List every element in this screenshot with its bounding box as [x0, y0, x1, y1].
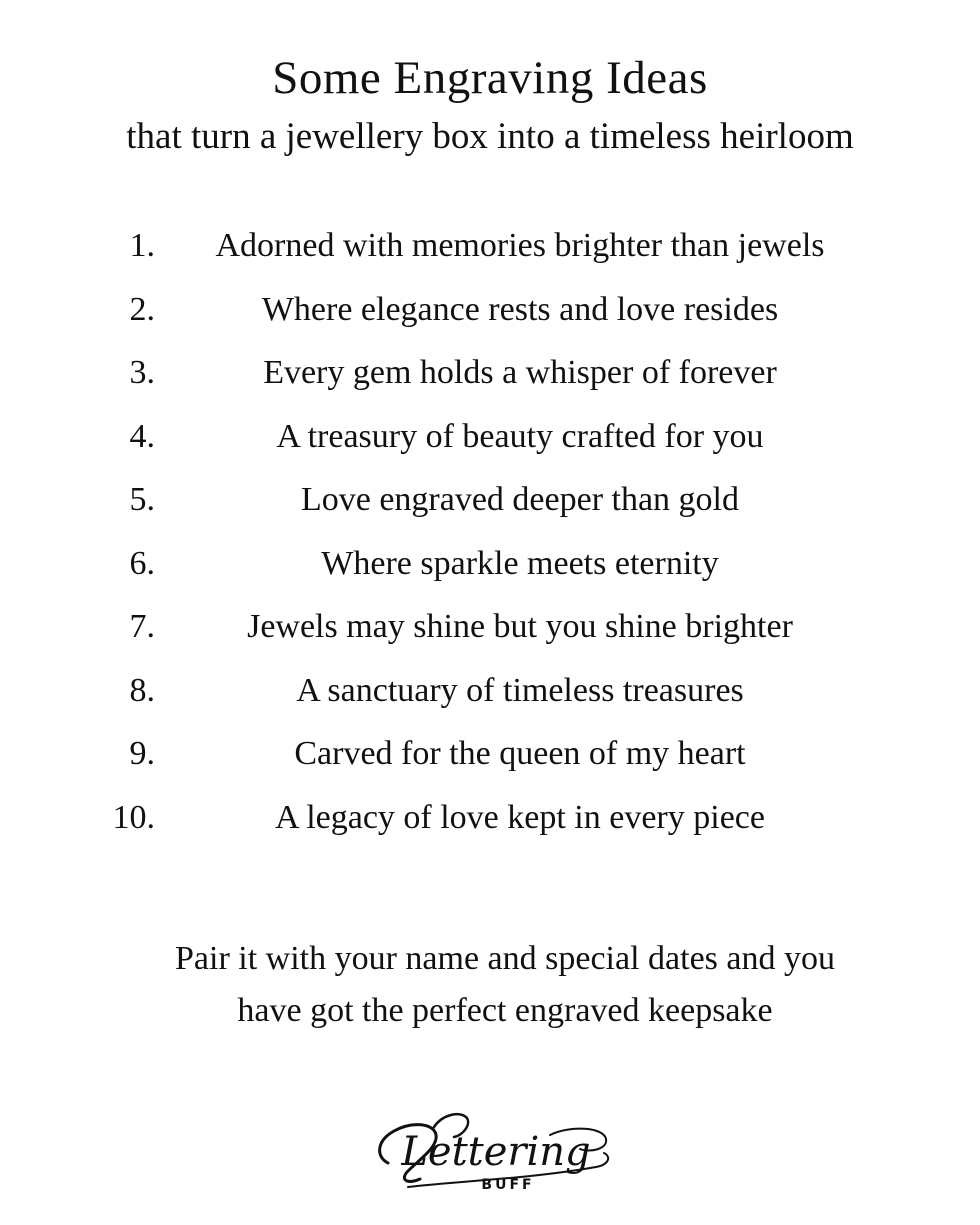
list-item-text: A legacy of love kept in every piece — [275, 798, 765, 836]
list-item-number: 5. — [129, 481, 155, 518]
list-item-text: Every gem holds a whisper of forever — [263, 354, 777, 391]
engraving-ideas-list — [0, 214, 980, 849]
list-item — [0, 722, 980, 786]
list-item-number: 4. — [129, 417, 155, 455]
list-item — [0, 341, 980, 405]
list-item — [0, 468, 980, 532]
list-item-text: Love engraved deeper than gold — [300, 481, 740, 518]
list-item-text: Adorned with memories brighter than jewels — [215, 227, 825, 264]
list-item — [0, 405, 980, 469]
list-item-number: 2. — [129, 290, 155, 328]
page-title: Some Engraving Ideas — [272, 52, 708, 104]
list-item — [0, 659, 980, 723]
list-item — [0, 278, 980, 342]
list-item — [0, 214, 980, 278]
list-item — [0, 786, 980, 850]
list-item-text: A treasury of beauty crafted for you — [276, 417, 764, 455]
closing-note: Pair it with your name and special dates and you have got the perfect engraved keepsake — [175, 940, 835, 1029]
list-item-text: Carved for the queen of my heart — [294, 735, 746, 772]
list-item-number: 7. — [129, 608, 155, 645]
list-item-number: 9. — [129, 735, 155, 772]
logo-sub-word: BUFF — [481, 1177, 535, 1193]
list-item-text: Where sparkle meets eternity — [321, 544, 719, 582]
list-item-number: 6. — [129, 544, 155, 582]
list-item — [0, 595, 980, 659]
list-item-number: 3. — [129, 354, 155, 391]
list-item-text: A sanctuary of timeless treasures — [296, 671, 744, 709]
list-item-text: Where elegance rests and love resides — [261, 290, 779, 328]
logo-script-word: Lettering — [401, 1129, 591, 1175]
list-item-number: 8. — [129, 671, 155, 709]
page-subtitle: that turn a jewellery box into a timeless heirloom — [126, 116, 854, 157]
list-item-text: Jewels may shine but you shine brighter — [247, 608, 793, 645]
lettering-buff-logo-icon — [368, 1105, 618, 1195]
list-item-number: 1. — [129, 227, 155, 264]
list-item-number: 10. — [112, 798, 155, 836]
list-item — [0, 532, 980, 596]
